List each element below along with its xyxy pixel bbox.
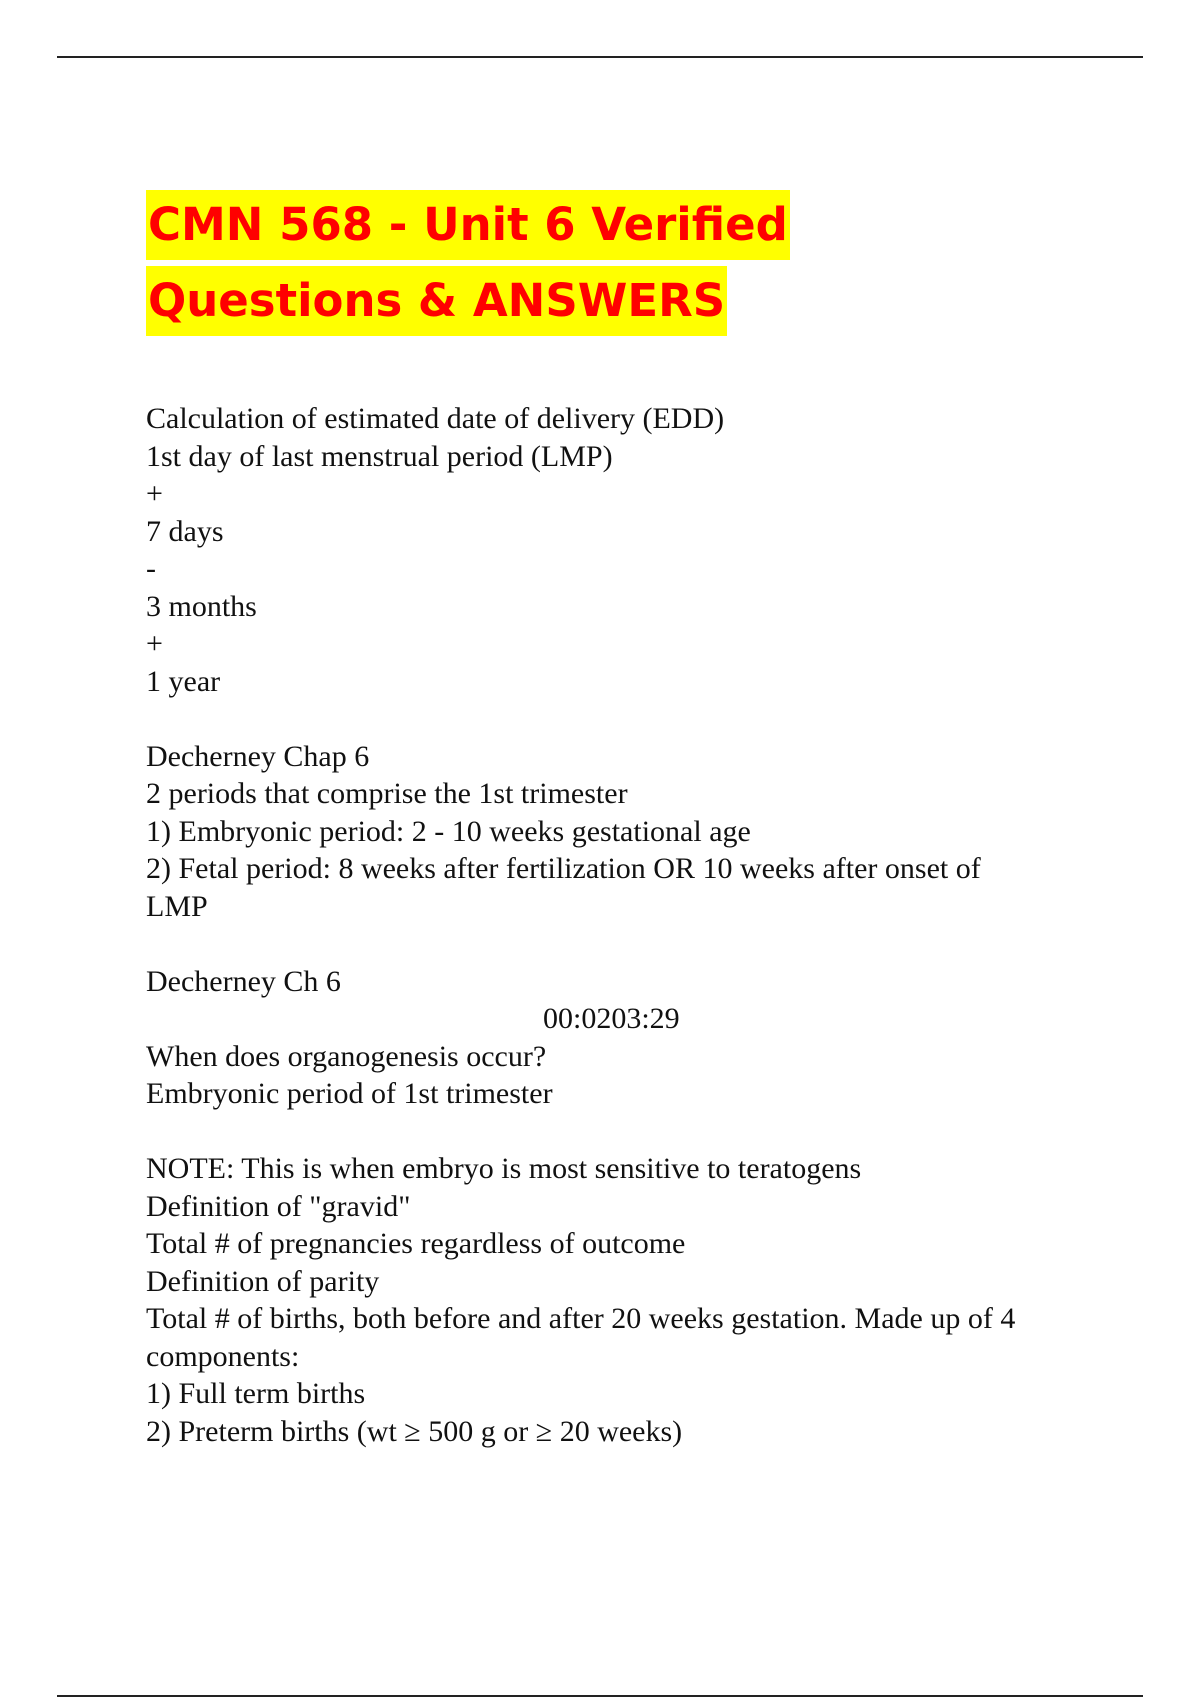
body-line: + bbox=[146, 477, 163, 510]
body-line: Decherney Chap 6 bbox=[146, 739, 370, 773]
body-line: Definition of "gravid" bbox=[146, 1189, 411, 1223]
body-line: Decherney Ch 6 bbox=[146, 964, 341, 998]
body-line: 1) Full term births bbox=[146, 1377, 366, 1410]
top-rule bbox=[57, 56, 1143, 58]
body-line: + bbox=[146, 627, 163, 660]
body-line: LMP bbox=[146, 889, 208, 923]
body-line: Embryonic period of 1st trimester bbox=[146, 1077, 553, 1110]
blank-line bbox=[146, 925, 1106, 963]
body-line: 3 months bbox=[146, 589, 257, 623]
body-line: 2) Fetal period: 8 weeks after fertilization OR 10 weeks after onset of bbox=[146, 852, 981, 885]
blank-line bbox=[146, 1113, 1106, 1151]
body-line: Total # of pregnancies regardless of outcome bbox=[146, 1227, 686, 1260]
title-line-1: CMN 568 - Unit 6 Verified bbox=[146, 190, 790, 260]
body-line: components: bbox=[146, 1339, 300, 1373]
blank-line bbox=[146, 700, 1106, 738]
body-line: When does organogenesis occur? bbox=[146, 1039, 547, 1073]
document-body bbox=[146, 400, 1106, 1450]
body-line: Calculation of estimated date of delivery (EDD) bbox=[146, 402, 725, 435]
title-line-2: Questions & ANSWERS bbox=[146, 266, 727, 336]
body-line: Total # of births, both before and after 20 weeks gestation. Made up of 4 bbox=[146, 1302, 1016, 1335]
body-line: 7 days bbox=[146, 514, 224, 548]
body-line: 1) Embryonic period: 2 - 10 weeks gestational age bbox=[146, 814, 751, 848]
timestamp-text: 00:0203:29 bbox=[543, 1002, 680, 1035]
body-line: NOTE: This is when embryo is most sensitive to teratogens bbox=[146, 1152, 862, 1185]
document-title bbox=[146, 190, 1046, 336]
body-line: 1st day of last menstrual period (LMP) bbox=[146, 439, 613, 473]
bottom-rule bbox=[57, 1695, 1143, 1697]
body-line: Definition of parity bbox=[146, 1264, 380, 1298]
body-line: - bbox=[146, 552, 156, 585]
body-line: 2 periods that comprise the 1st trimester bbox=[146, 777, 628, 810]
body-line: 2) Preterm births (wt ≥ 500 g or ≥ 20 weeks) bbox=[146, 1414, 683, 1448]
body-line: 1 year bbox=[146, 664, 221, 698]
